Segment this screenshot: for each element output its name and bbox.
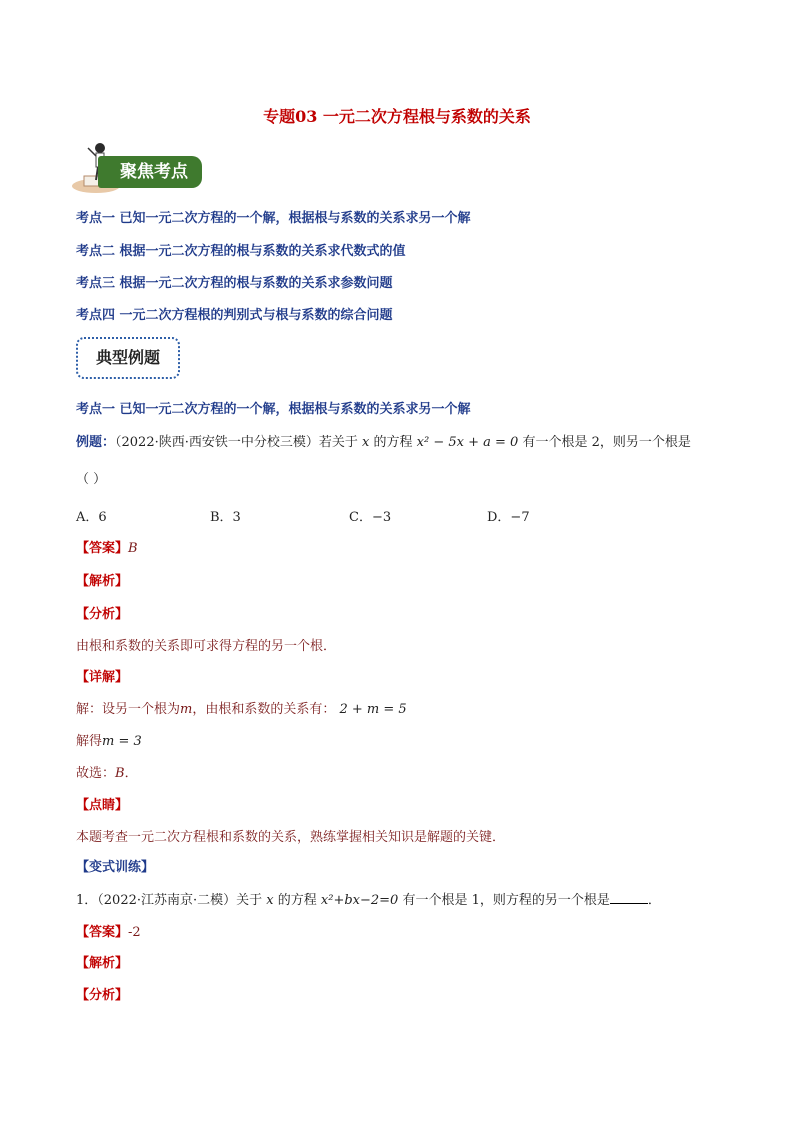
- section-box-typical-examples: 典型例题: [76, 337, 180, 379]
- q1-answer-value: -2: [128, 925, 141, 940]
- jiexi-label: 【解析】: [76, 574, 129, 589]
- q1-answer-blank: [610, 891, 648, 904]
- example-label: 例题：: [76, 435, 116, 450]
- xiangjie-line-2-eq: m = 3: [102, 734, 142, 749]
- example-text-end: 有一个根是 2，则另一个根是: [522, 435, 691, 450]
- xiangjie-var-m: m: [180, 702, 193, 717]
- xiangjie-line-1-eq: 2 + m = 5: [339, 702, 407, 717]
- kaodian-4: 考点四 一元二次方程根的判别式与根与系数的综合问题: [76, 308, 393, 323]
- example-equation: x² − 5x + a = 0: [416, 435, 519, 450]
- xiangjie-line-2-a: 解得: [76, 734, 103, 749]
- example-text-mid: 的方程: [373, 435, 413, 450]
- option-c: C．−3: [349, 510, 392, 525]
- option-a: A．6: [76, 510, 107, 525]
- q1-answer-label: 【答案】: [76, 925, 129, 940]
- example-var: x: [362, 435, 370, 450]
- example-source: （2022·陕西·西安铁一中分校三模）若关于: [115, 435, 358, 450]
- option-d: D．−7: [487, 510, 530, 525]
- fenxi-text: 由根和系数的关系即可求得方程的另一个根．: [76, 639, 337, 654]
- q1-fenxi-label: 【分析】: [76, 988, 129, 1003]
- q1-answer-line: [76, 921, 141, 940]
- page-title: 专题03 一元二次方程根与系数的关系: [263, 107, 531, 126]
- kaodian-3: 考点三 根据一元二次方程的根与系数的关系求参数问题: [76, 276, 393, 291]
- xiangjie-line-1-a: 解：设另一个根为: [76, 702, 181, 717]
- xiangjie-line-1: [76, 698, 407, 717]
- q1-tail: ．: [647, 893, 661, 908]
- q1-var: x: [266, 893, 274, 908]
- q1-mid: 的方程: [277, 893, 317, 908]
- xiangjie-line-2: [76, 730, 142, 749]
- kaodian-2: 考点二 根据一元二次方程的根与系数的关系求代数式的值: [76, 244, 406, 259]
- xiangjie-line-1-b: ，由根和系数的关系有：: [192, 702, 336, 717]
- question-1: [76, 889, 661, 908]
- answer-value: B: [128, 541, 138, 556]
- q1-eq: x²+bx−2=0: [320, 893, 399, 908]
- xiangjie-label: 【详解】: [76, 670, 129, 685]
- focus-badge-label: 聚焦考点: [98, 156, 202, 188]
- xiangjie-line-3-b: B: [115, 766, 125, 781]
- answer-label: 【答案】: [76, 541, 129, 556]
- q1-prefix: 1．（2022·江苏南京·二模）关于: [76, 893, 263, 908]
- example-paren: （ ）: [76, 472, 107, 487]
- xiangjie-line-3: [76, 762, 138, 781]
- xiangjie-line-3-a: 故选：: [76, 766, 116, 781]
- dianjing-label: 【点睛】: [76, 798, 129, 813]
- option-b: B．3: [210, 510, 241, 525]
- fenxi-label: 【分析】: [76, 607, 129, 622]
- bianshi-label: 【变式训练】: [76, 860, 155, 875]
- focus-badge: [70, 140, 210, 196]
- kaodian-1: 考点一 已知一元二次方程的一个解，根据根与系数的关系求另一个解: [76, 211, 471, 226]
- q1-end: 有一个根是 1，则方程的另一个根是: [402, 893, 610, 908]
- q1-jiexi-label: 【解析】: [76, 956, 129, 971]
- xiangjie-line-3-c: ．: [124, 766, 138, 781]
- dianjing-text: 本题考查一元二次方程根和系数的关系，熟练掌握相关知识是解题的关键．: [76, 830, 506, 845]
- example-question: [76, 431, 691, 450]
- section-heading: 考点一 已知一元二次方程的一个解，根据根与系数的关系求另一个解: [76, 402, 471, 417]
- answer-line: [76, 537, 138, 556]
